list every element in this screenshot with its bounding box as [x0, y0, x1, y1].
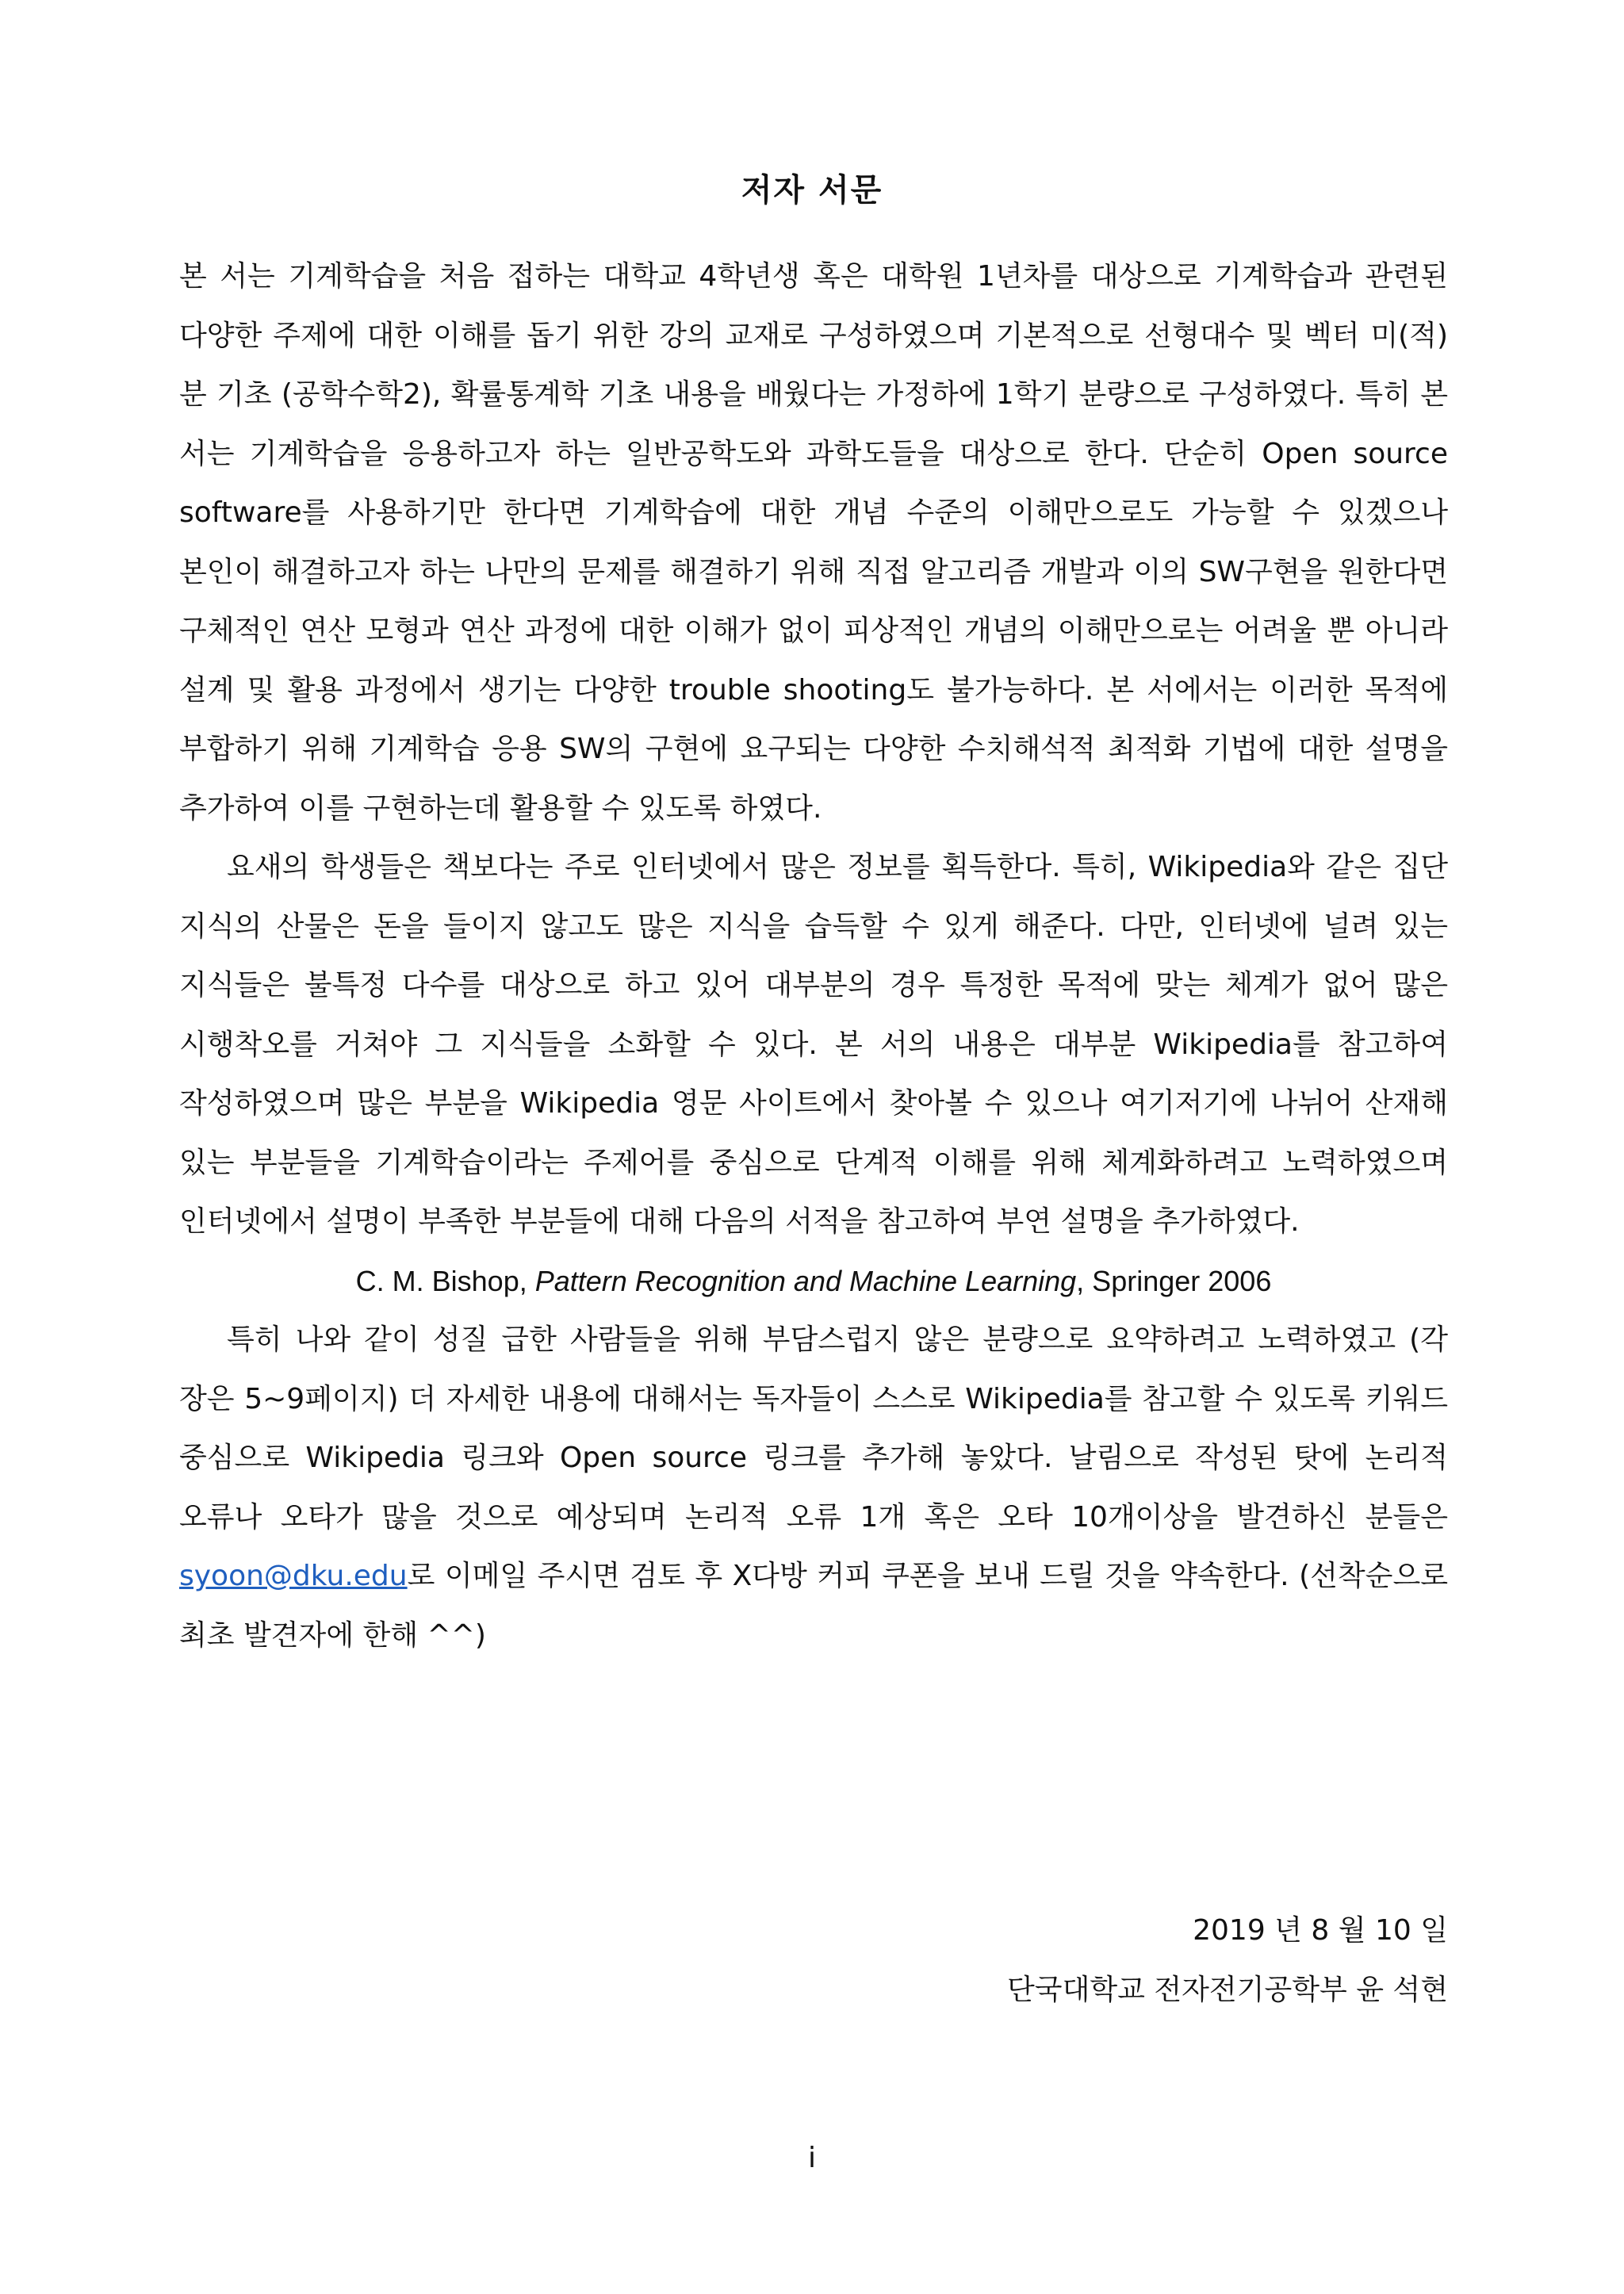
signature-date: 2019 년 8 월 10 일: [1193, 1914, 1448, 1947]
signature-affiliation: 단국대학교 전자전기공학부 윤 석현: [1007, 1973, 1448, 2006]
reference-book-title: Pattern Recognition and Machine Learning: [534, 1264, 1077, 1297]
page-title: 저자 서문: [741, 172, 883, 209]
paragraph-summary-text-2: 로 이메일 주시면 검토 후 X다방 커피 쿠폰을 보내 드릴 것을 약속한다. (선착순으로 최초 발견자에 한해 ^^): [179, 1560, 1448, 1652]
paragraph-summary-text-1: 특히 나와 같이 성질 급한 사람들을 위해 부담스럽지 않은 분량으로 요약하려고 노력하였고 (각 장은 5~9페이지) 더 자세한 내용에 대해서는 독자들이 스스로 Wikipedia를 참고할 수 있도록 키워드 중심으로 Wikipedia 링크와 Open source 링크를 추가해 놓았다. 날림으로 작성된 탓에 논리적 오류나 오타가 많을 것으로 예상되며 논리적 오류 1개 혹은 오타 10개이상을 발견하신 분들은: [179, 1323, 1448, 1534]
preface-body: [179, 247, 1448, 1665]
reference-author: C. M. Bishop,: [355, 1264, 535, 1297]
paragraph-intro: 본 서는 기계학습을 처음 접하는 대학교 4학년생 혹은 대학원 1년차를 대상으로 기계학습과 관련된 다양한 주제에 대한 이해를 돕기 위한 강의 교재로 구성하였으며 기본적으로 선형대수 및 벡터 미(적)분 기초 (공학수학2), 확률통계학 기초 내용을 배웠다는 가정하에 1학기 분량으로 구성하였다. 특히 본 서는 기계학습을 응용하고자 하는 일반공학도와 과학도들을 대상으로 한다. 단순히 Open source software를 사용하기만 한다면 기계학습에 대한 개념 수준의 이해만으로도 가능할 수 있겠으나 본인이 해결하고자 하는 나만의 문제를 해결하기 위해 직접 알고리즘 개발과 이의 SW구현을 원한다면 구체적인 연산 모형과 연산 과정에 대한 이해가 없이 피상적인 개념의 이해만으로는 어려울 뿐 아니라 설계 및 활용 과정에서 생기는 다양한 trouble shooting도 불가능하다. 본 서에서는 이러한 목적에 부합하기 위해 기계학습 응용 SW의 구현에 요구되는 다양한 수치해석적 최적화 기법에 대한 설명을 추가하여 이를 구현하는데 활용할 수 있도록 하였다.: [179, 260, 1448, 825]
reference-citation: [179, 1252, 1448, 1312]
paragraph-summary: [179, 1311, 1448, 1665]
reference-publisher: , Springer 2006: [1076, 1264, 1272, 1297]
page-number: i: [807, 2142, 816, 2174]
email-link[interactable]: syoon@dku.edu: [179, 1560, 408, 1592]
signature-block: [1007, 1901, 1448, 2020]
paragraph-internet: 요새의 학생들은 책보다는 주로 인터넷에서 많은 정보를 획득한다. 특히, Wikipedia와 같은 집단 지식의 산물은 돈을 들이지 않고도 많은 지식을 습득할 수 있게 해준다. 다만, 인터넷에 널려 있는 지식들은 불특정 다수를 대상으로 하고 있어 대부분의 경우 특정한 목적에 맞는 체계가 없어 많은 시행착오를 거쳐야 그 지식들을 소화할 수 있다. 본 서의 내용은 대부분 Wikipedia를 참고하여 작성하였으며 많은 부분을 Wikipedia 영문 사이트에서 찾아볼 수 있으나 여기저기에 나뉘어 산재해 있는 부분들을 기계학습이라는 주제어를 중심으로 단계적 이해를 위해 체계화하려고 노력하였으며 인터넷에서 설명이 부족한 부분들에 대해 다음의 서적을 참고하여 부연 설명을 추가하였다.: [179, 851, 1448, 1238]
